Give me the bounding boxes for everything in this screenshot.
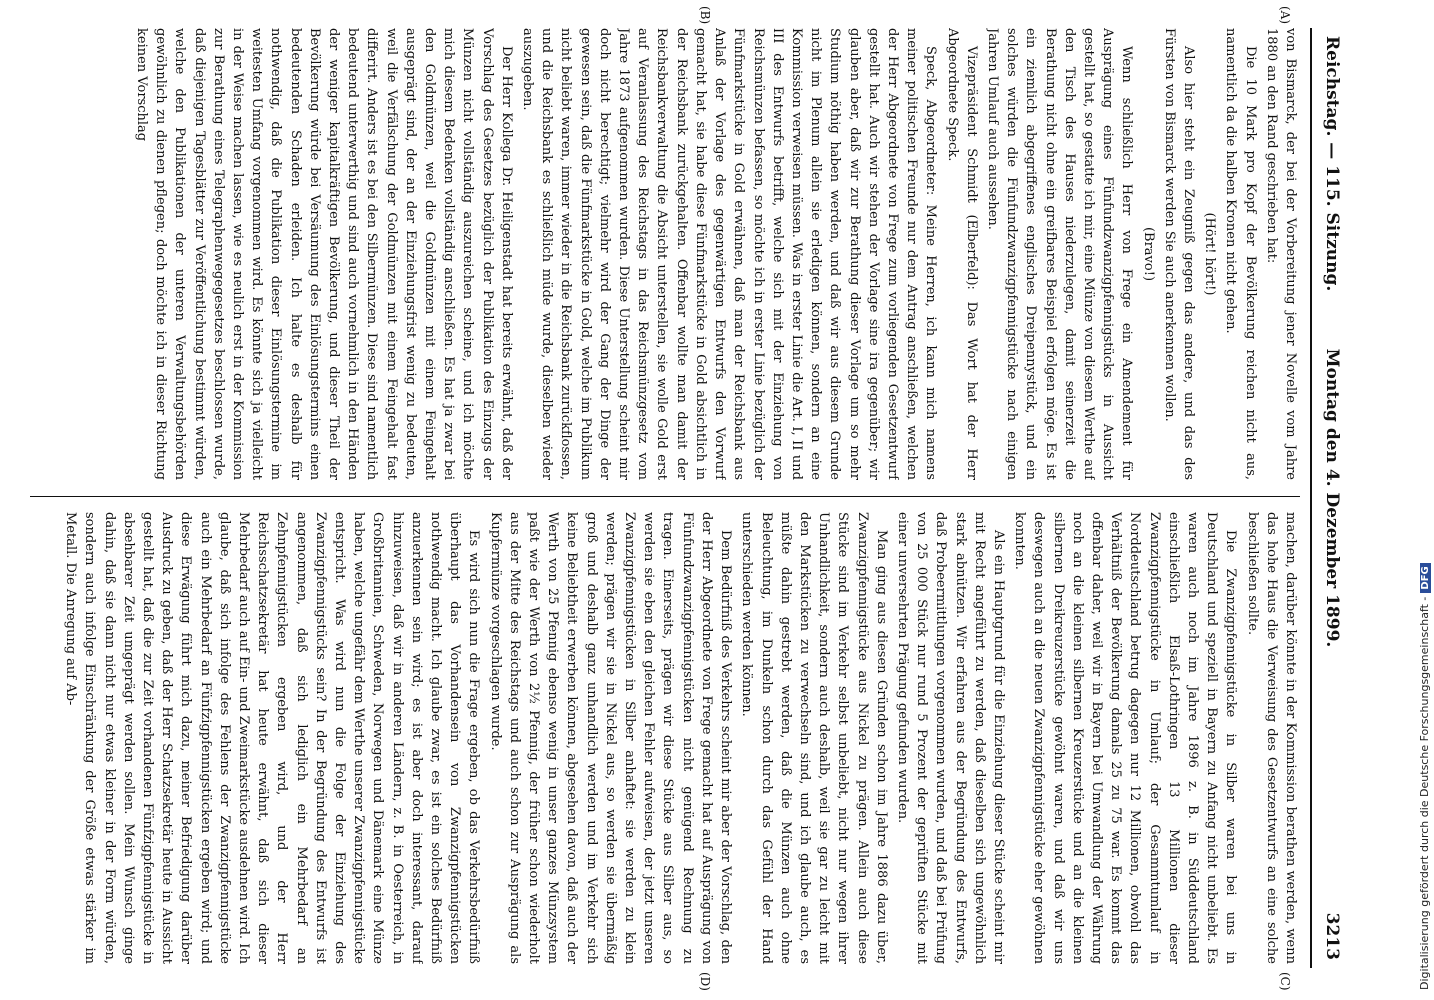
- quote: Die 10 Mark pro Kopf der Bevölkerung reichen nicht aus, namentlich da die halben Kronen nicht gehen.: [1223, 28, 1258, 480]
- margin-mark-c: (C): [1278, 972, 1292, 991]
- digitization-credit: [1418, 10, 1434, 990]
- paragraph: Wenn schließlich Herr von Frege ein Amendement für Ausprägung eines Fünfundzwanzigpfennigstücks in Aussicht gestellt hat, so gestatte ich mir, eine Münze von diesem Werthe auf den Tisch des Hauses niederzulegen, damit seinerzeit die Berathung nicht ohne ein greifbares Beispiel erfolgen möge. Es ist ein ziemlich abgegriffenes englisches Dreipennystück, und ein solches würden die Fünfundzwanzigpfennigstücke nach einigen Jahren Umlauf auch aussehen.: [984, 28, 1135, 480]
- left-column: [30, 28, 1300, 480]
- page-number: 3213: [1322, 912, 1342, 960]
- paragraph: Vizepräsident Schmidt (Elberfeld): Das Wort hat der Herr Abgeordnete Speck.: [944, 28, 979, 480]
- dfg-logo: DFG: [1420, 563, 1431, 592]
- paragraph: Speck, Abgeordneter: Meine Herren, ich kann mich namens meiner politischen Freunde nur dem Antrag anschließen, welchen der Herr Abgeordnete von Frege zum vorliegenden Gesetzentwurf gestellt hat. Auch wir stehen der Vorlage sine ira gegenüber; wir glauben aber, daß wir zur Berathung dieser Vorlage um so mehr Studium nöthig haben werden, und daß wir aus diesem Grunde nicht im Plenum allein sie erledigen können, sondern an eine Kommission verweisen müssen. Was in erster Linie die Art. I, II und III des Entwurfs betrifft, welche sich mit der Einziehung von Reichsmünzen befassen, so möchte ich in erster Linie bezüglich der Fünfmarkstücke in Gold erwähnen, daß man der Reichsbank aus Anlaß der Vorlage des gegenwärtigen Entwurfs den Vorwurf gemacht hat, sie habe diese Fünfmarkstücke in Gold absichtlich in der Reichsbank zurückgehalten. Offenbar wollte man damit der Reichsbankverwaltung die Absicht unterstellen, sie wolle Gold erst auf Veranlassung des Reichstags in das Reichsmünzgesetz vom Jahre 1873 aufgenommen wurden. Diese Unterstellung scheint mir doch nicht berechtigt; vielmehr wird der Gang der Dinge der gewesen sein, daß die Fünfmarkstücke in Gold, welche im Publikum nicht beliebt waren, immer wieder in die Reichsbank zurückflossen, und die Reichsbank es schließlich müde wurde, dieselben wieder auszugeben.: [520, 28, 939, 480]
- paragraph: machen, darüber könnte in der Kommission berathen werden, wenn das hohe Haus die Verweisung des Gesetzentwurfs an eine solche beschließen sollte.: [1244, 512, 1298, 964]
- margin-mark-d: (D): [698, 972, 712, 991]
- paragraph: Der Herr Kollega Dr. Heiligenstadt hat bereits erwähnt, daß der Vorschlag des Gesetzes bezüglich der Publikation des Einzugs der Münzen nicht vollständig auszureichen scheine, und ich möchte mich diesem Bedenken vollständig anschließen. Es hat ja zwar bei den Goldmünzen, weil die Goldmünzen mit einem Feingehalt ausgeprägt sind, der an der Einziehungsfrist wenig zu bedeuten, weil die Verfälschung der Goldmünzen mit einem Feingehalt fast differirt. Anders ist es bei den Silbermünzen. Diese sind namentlich bedeutend unterwerthig und sind auch vornehmlich in den Händen der weniger kapitalkräftigen Bevölkerung, und dieser Theil der Bevölkerung würde bei Versäumung des Einlösungstermins einen bedeutenden Schaden erleiden. Ich halte es deshalb für nothwendig, daß die Publikation dieser Einlösungstermine im weitesten Umfang vorgenommen wird. Es könnte sich ja vielleicht in der Weise machen lassen, wie es neulich erst in der Kommission zur Berathung eines Telegraphenwegegesetzes beschlossen wurde, daß diejenigen Tagesblätter zur Veröffentlichung bestimmt würden, welche den Publikationen der unteren Verwaltungsbehörden gewöhnlich zu dienen pflegen; doch möchte ich in dieser Richtung keinen Vorschlag: [134, 28, 514, 480]
- paragraph: Also hier steht ein Zeugniß gegen das andere, und das des Fürsten von Bismarck werden Sie auch anerkennen wollen.: [1161, 28, 1196, 480]
- margin-mark-a: (A): [1278, 6, 1292, 25]
- right-column: [30, 512, 1300, 964]
- page-header: [1310, 28, 1352, 968]
- header-session: Reichstag. — 115. Sitzung.: [1322, 36, 1342, 292]
- interjection: (Bravo!): [1140, 226, 1156, 282]
- margin-mark-b: (B): [698, 6, 712, 25]
- paragraph: Dem Bedürfniß des Verkehrs scheint mir aber der Vorschlag, den der Herr Abgeordnete von Frege gemacht hat auf Ausprägung von Fünfundzwanzigpfennigstücken nicht genügend Rechnung zu tragen. Einerseits, prägen wir diese Stücke aus Silber aus, so werden sie eben den gleichen Fehler aufweisen, der jetzt unseren Zwanzigpfennigstücken in Silber anhaftet: sie werden zu klein werden; prägen wir sie in Nickel aus, so werden sie übermäßig groß und deshalb ganz unhandlich werden und im Verkehr sich keine Beliebtheit erwerben können, abgesehen davon, daß auch der Werth von 25 Pfennig ebenso wenig in unser ganzes Münzsystem paßt wie der Werth von 2½ Pfennig, der früher schon wiederholt aus der Mitte des Reichstags und auch schon zur Ausprägung als Kupfermünze vorgeschlagen wurde.: [487, 512, 734, 964]
- paragraph: Man ging aus diesen Gründen schon im Jahre 1886 dazu über, Zwanzigpfennigstücke aus Nickel zu prägen. Allein auch diese Stücke sind im Verkehr selbst unbeliebt, nicht nur wegen ihrer Unhandlichkeit, sondern auch deshalb, weil sie gar zu leicht mit den Markstücken zu verwechseln sind, und ich glaube auch, es müßte dahin gestrebt werden, daß die Münzen auch ohne Beleuchtung, im Dunkeln schon durch das Gefühl der Hand unterschieden werden können.: [739, 512, 889, 964]
- paragraph: Es wird sich nun die Frage ergeben, ob das Verkehrsbedürfniß überhaupt das Vorhandensein von Zwanzigpfennigstücken nothwendig macht. Ich glaube zwar, es ist ein solches Bedürfniß anzuerkennen sein wird; es ist aber doch interessant, darauf hinzuweisen, daß wir in anderen Ländern, z. B. in Oesterreich, in Großbritannien, Schweden, Norwegen und Dänemark eine Münze haben, welche ungefähr dem Werthe unserer Zwanzigpfennigstücke entspricht. Was wird nun die Folge der Einziehung des Zwanzigpfennigstücks sein? In der Begründung des Entwurfs ist angenommen, daß sich lediglich ein Mehrbedarf an Zehnpfennigstücken ergeben wird, und der Herr Reichsschatzsekretär hat heute erwähnt, daß sich dieser Mehrbedarf auch auf Ein- und Zweimarkstücke ausdehnen wird. Ich glaube, daß sich infolge des Fehlens der Zwanzigpfennigstücke auch ein Mehrbedarf an Fünfzigpfennigstücken ergeben wird; und diese Erwägung führt mich dazu, meiner Befriedigung darüber Ausdruck zu geben, daß der Herr Schatzsekretär heute in Aussicht gestellt hat, daß die zur Zeit vorhandenen Fünfzigpfennigstücke in absehbarer Zeit umgeprägt werden sollen. Mein Wunsch ginge dahin, daß sie dann nicht nur etwas kleiner in der Form würden, sondern auch infolge Einschränkung der Größe etwas stärker im Metall. Die Anregung auf Ab-: [63, 512, 482, 964]
- paragraph: von Bismarck, der bei der Vorbereitung jener Novelle vom Jahre 1880 an den Rand geschrieben hat:: [1263, 28, 1298, 480]
- header-date: Montag den 4. Dezember 1899.: [1322, 348, 1342, 648]
- paragraph: Die Zwanzigpfennigstücke in Silber waren bei uns in Deutschland und speziell in Bayern zu Anfang nicht unbeliebt. Es waren auch noch im Jahre 1896 z. B. in Süddeutschland einschließlich Elsaß-Lothringen 13 Millionen dieser Zwanzigpfennigstücke in Umlauf; der Gesammtumlauf in Norddeutschland betrug dagegen nur 12 Millionen, obwohl das Verhältniß der Bevölkerung damals 25 zu 75 war. Es kommt das offenbar daher, weil wir in Bayern bei Umwandlung der Währung noch an die kleinen silbernen Kreuzerstücke und an die kleinen silbernen Dreikreuzerstücke gewöhnt waren, und daß wir uns deswegen auch an die neuen Zwanzigpfennigstücke eher gewöhnen konnten.: [1012, 512, 1239, 964]
- rotated-page: [22, 6, 1352, 991]
- paragraph: Als ein Hauptgrund für die Einziehung dieser Stücke scheint mir mit Recht angeführt zu werden, daß dieselben sich ungewöhnlich stark abnützen. Wir erfahren aus der Begründung des Entwurfs, daß Probeermittlungen vorgenommen wurden, und daß bei Prüfung von 25 000 Stück nur rund 5 Prozent der geprüften Stücke mit einer unversehrten Prägung gefunden wurden.: [894, 512, 1006, 964]
- credit-text: Digitalisierung gefördert durch die Deutsche Forschungsgemeinschaft -: [1418, 596, 1431, 990]
- interjection: (Hört! hört!): [1202, 212, 1218, 296]
- column-divider: [30, 496, 1300, 497]
